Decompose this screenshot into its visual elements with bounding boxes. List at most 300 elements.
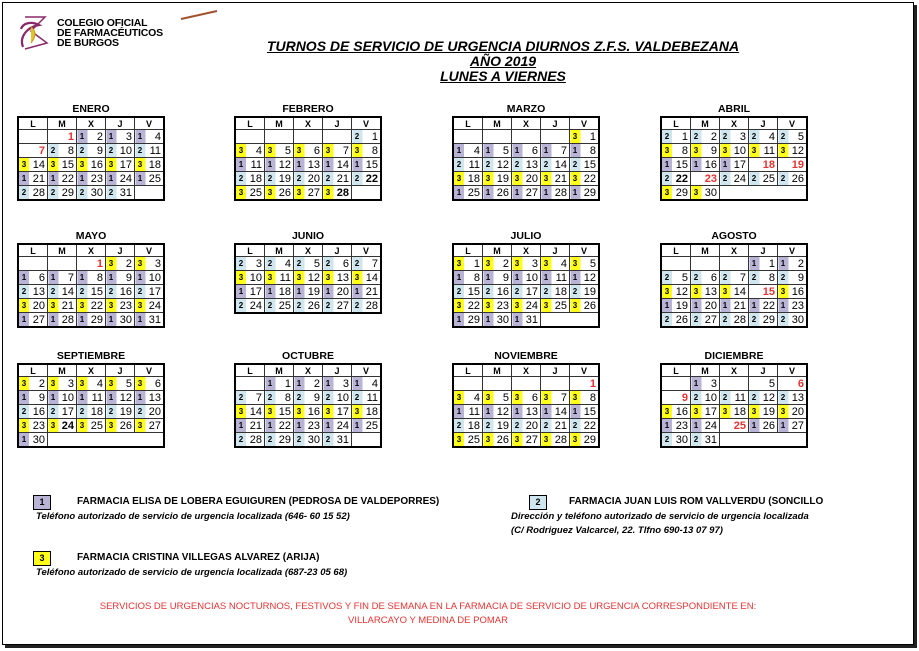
- day-number: 11: [555, 271, 567, 284]
- pharmacy-number: 1: [238, 287, 244, 296]
- day-number: 28: [249, 433, 262, 446]
- pharmacy-number: 2: [354, 393, 360, 402]
- holiday-day-number: 7: [38, 144, 45, 157]
- pharmacy-number: 2: [780, 273, 786, 282]
- day-cell: [691, 158, 720, 172]
- pharmacy-number: 3: [238, 146, 244, 155]
- pharmacy-number: 2: [238, 174, 244, 183]
- day-number: 25: [278, 299, 291, 312]
- day-cell: [691, 405, 720, 419]
- day-cell: [720, 271, 749, 285]
- week-row: [235, 299, 381, 314]
- day-cell: [661, 271, 691, 285]
- weekday-header: L: [661, 244, 691, 257]
- day-cell: [570, 172, 600, 186]
- day-number: 13: [32, 285, 45, 298]
- day-number: 30: [307, 433, 320, 446]
- day-cell: [483, 391, 512, 405]
- day-number: 22: [467, 299, 480, 312]
- day-cell: [483, 186, 512, 201]
- pharmacy-number: 1: [267, 160, 273, 169]
- day-number: 20: [148, 405, 161, 418]
- day-cell: [778, 405, 808, 419]
- week-row: [235, 186, 381, 201]
- pharmacy-number: 2: [456, 160, 462, 169]
- day-cell: [77, 285, 106, 299]
- day-number: 16: [32, 405, 45, 418]
- day-number: 13: [525, 405, 538, 418]
- pharmacy-number: 1: [137, 273, 143, 282]
- day-cell: [294, 299, 323, 314]
- week-row: [18, 257, 164, 271]
- pharmacy-number: 1: [456, 315, 462, 324]
- day-cell: [483, 419, 512, 433]
- pharmacy-number: 3: [722, 407, 728, 416]
- day-cell: [48, 271, 77, 285]
- day-number: 25: [90, 419, 103, 432]
- day-cell: [323, 419, 352, 433]
- day-number: 26: [278, 186, 291, 199]
- pharmacy-number: 3: [751, 146, 757, 155]
- pharmacy-number: 3: [572, 301, 578, 310]
- day-cell: [691, 377, 720, 391]
- day-number: 1: [473, 257, 480, 270]
- day-cell: [323, 271, 352, 285]
- week-row: [235, 419, 381, 433]
- pharmacy-number: 2: [664, 435, 670, 444]
- pharmacy-number: 3: [354, 146, 360, 155]
- day-number: 11: [149, 144, 161, 157]
- pharmacy-number: 3: [238, 273, 244, 282]
- day-cell: [453, 299, 483, 313]
- day-number: 4: [473, 144, 480, 157]
- day-cell: [106, 186, 135, 201]
- week-row: [453, 377, 599, 391]
- pharmacy-number: 2: [79, 188, 85, 197]
- day-number: 18: [148, 158, 161, 171]
- day-number: 2: [313, 377, 320, 390]
- day-number: 15: [90, 285, 103, 298]
- day-cell: [778, 391, 808, 405]
- day-number: 17: [733, 158, 746, 171]
- day-number: 19: [496, 419, 509, 432]
- blank-cell: [720, 433, 749, 448]
- pharmacy-number: 1: [572, 273, 578, 282]
- day-cell: [323, 433, 352, 448]
- pharmacy-number: 2: [693, 393, 699, 402]
- day-cell: [48, 377, 77, 391]
- day-cell: [352, 405, 382, 419]
- day-number: 4: [473, 391, 480, 404]
- pharmacy-number: 3: [325, 273, 331, 282]
- day-cell: [18, 419, 48, 433]
- day-number: 8: [96, 271, 103, 284]
- day-number: 3: [255, 257, 262, 270]
- week-row: [235, 285, 381, 299]
- day-number: 8: [371, 144, 378, 157]
- pharmacy-number: 1: [21, 315, 27, 324]
- day-cell: [18, 313, 48, 328]
- pharmacy-number: 1: [751, 301, 757, 310]
- day-number: 9: [502, 271, 509, 284]
- week-row: [661, 405, 807, 419]
- day-number: 27: [32, 313, 45, 326]
- day-number: 29: [278, 433, 291, 446]
- day-cell: [453, 186, 483, 201]
- legend-3-name: FARMACIA CRISTINA VILLEGAS ALVAREZ (ARIJA): [77, 552, 320, 563]
- day-number: 12: [762, 391, 775, 404]
- day-cell: [453, 391, 483, 405]
- day-cell: [265, 419, 294, 433]
- day-cell: [483, 158, 512, 172]
- legend-3-info: Teléfono autorizado de servicio de urgencia localizada (687-23 05 68): [36, 567, 348, 578]
- day-cell: [48, 144, 77, 158]
- day-cell: [749, 313, 778, 328]
- weekday-header: L: [235, 117, 265, 130]
- weekday-header: J: [323, 117, 352, 130]
- weekday-header: V: [778, 244, 808, 257]
- pharmacy-number: 2: [693, 435, 699, 444]
- day-cell: [48, 158, 77, 172]
- weekday-header: L: [453, 244, 483, 257]
- day-cell: [570, 130, 600, 144]
- pharmacy-number: 2: [780, 315, 786, 324]
- day-cell: [541, 186, 570, 201]
- pharmacy-number: 3: [267, 407, 273, 416]
- day-cell: [48, 313, 77, 328]
- day-number: 14: [249, 405, 262, 418]
- month-table: [660, 363, 808, 448]
- day-number: 21: [61, 299, 74, 312]
- day-number: 13: [704, 285, 717, 298]
- day-cell: [323, 377, 352, 391]
- day-cell: [77, 271, 106, 285]
- day-cell: [294, 391, 323, 405]
- pharmacy-number: 2: [238, 301, 244, 310]
- day-number: 4: [560, 257, 567, 270]
- day-number: 22: [90, 299, 103, 312]
- day-cell: [135, 144, 165, 158]
- day-cell: [778, 257, 808, 271]
- day-number: 18: [554, 285, 567, 298]
- day-number: 22: [583, 419, 596, 432]
- legend-1-info: Teléfono autorizado de servicio de urgencia localizada (646- 60 15 52): [36, 511, 350, 522]
- month-diciembre: [660, 350, 808, 448]
- pharmacy-number: 3: [50, 160, 56, 169]
- empty-day-cell: [48, 257, 77, 271]
- pharmacy-number: 3: [354, 407, 360, 416]
- day-number: 22: [278, 419, 291, 432]
- week-row: [235, 144, 381, 158]
- blank-cell: [570, 313, 600, 328]
- empty-day-cell: [512, 130, 541, 144]
- weekday-header: X: [77, 364, 106, 377]
- pharmacy-number: 3: [108, 379, 114, 388]
- day-cell: [106, 271, 135, 285]
- day-cell: [453, 419, 483, 433]
- day-cell: [541, 285, 570, 299]
- week-row: [661, 130, 807, 144]
- day-cell: [691, 391, 720, 405]
- day-cell: [352, 391, 382, 405]
- pharmacy-number: 2: [543, 160, 549, 169]
- weekday-header: X: [512, 117, 541, 130]
- empty-day-cell: [453, 377, 483, 391]
- day-number: 11: [734, 391, 746, 404]
- blank-cell: [720, 186, 749, 201]
- day-number: 20: [525, 172, 538, 185]
- pharmacy-number: 3: [108, 301, 114, 310]
- day-cell: [661, 391, 691, 405]
- pharmacy-number: 3: [664, 188, 670, 197]
- week-row: [661, 172, 807, 186]
- day-number: 28: [554, 433, 567, 446]
- day-number: 10: [704, 391, 717, 404]
- pharmacy-number: 3: [79, 160, 85, 169]
- day-cell: [512, 186, 541, 201]
- day-cell: [512, 299, 541, 313]
- pharmacy-number: 2: [50, 146, 56, 155]
- day-cell: [48, 285, 77, 299]
- pharmacy-number: 3: [543, 301, 549, 310]
- day-cell: [512, 391, 541, 405]
- month-table: [234, 243, 382, 314]
- day-cell: [323, 285, 352, 299]
- day-cell: [323, 257, 352, 271]
- month-agosto: [660, 230, 808, 328]
- day-cell: [48, 299, 77, 313]
- day-number: 17: [148, 285, 161, 298]
- day-cell: [453, 313, 483, 328]
- day-cell: [265, 172, 294, 186]
- day-number: 3: [739, 130, 746, 143]
- day-cell: [453, 172, 483, 186]
- day-cell: [294, 285, 323, 299]
- empty-day-cell: [235, 130, 265, 144]
- blank-cell: [749, 186, 778, 201]
- pharmacy-number: 3: [137, 160, 143, 169]
- day-cell: [691, 419, 720, 433]
- day-number: 11: [250, 158, 262, 171]
- day-number: 17: [336, 405, 349, 418]
- day-cell: [106, 257, 135, 271]
- pharmacy-number: 1: [137, 315, 143, 324]
- pharmacy-number: 2: [514, 160, 520, 169]
- blank-cell: [352, 433, 382, 448]
- weekday-header: M: [691, 364, 720, 377]
- day-number: 24: [336, 419, 349, 432]
- legend-2-swatch: [529, 495, 547, 510]
- empty-day-cell: [483, 130, 512, 144]
- week-row: [18, 419, 164, 433]
- day-cell: [235, 257, 265, 271]
- day-number: 2: [502, 257, 509, 270]
- day-cell: [453, 158, 483, 172]
- day-number: 27: [336, 299, 349, 312]
- pharmacy-number: 2: [693, 315, 699, 324]
- day-number: 6: [531, 144, 538, 157]
- pharmacy-number: 2: [751, 174, 757, 183]
- day-number: 25: [365, 419, 378, 432]
- day-cell: [541, 405, 570, 419]
- day-number: 11: [91, 391, 103, 404]
- pharmacy-number: 1: [21, 174, 27, 183]
- day-cell: [541, 144, 570, 158]
- day-cell: [661, 285, 691, 299]
- day-cell: [778, 285, 808, 299]
- day-number: 18: [249, 172, 262, 185]
- day-cell: [749, 377, 778, 391]
- day-number: 7: [342, 144, 349, 157]
- pharmacy-number: 2: [456, 421, 462, 430]
- day-cell: [352, 158, 382, 172]
- month-name: SEPTIEMBRE: [56, 350, 126, 362]
- week-row: [453, 158, 599, 172]
- day-number: 16: [90, 158, 103, 171]
- week-row: [661, 313, 807, 328]
- day-number: 10: [119, 144, 132, 157]
- pharmacy-number: 2: [722, 273, 728, 282]
- day-cell: [352, 377, 382, 391]
- week-row: [661, 285, 807, 299]
- pharmacy-number: 1: [514, 146, 520, 155]
- day-cell: [512, 257, 541, 271]
- weekday-header: M: [691, 244, 720, 257]
- day-cell: [294, 377, 323, 391]
- pharmacy-number: 2: [780, 174, 786, 183]
- month-name: FEBRERO: [282, 103, 334, 115]
- day-cell: [48, 391, 77, 405]
- day-cell: [18, 186, 48, 201]
- blank-cell: [135, 433, 165, 448]
- day-cell: [720, 391, 749, 405]
- pharmacy-number: 2: [780, 393, 786, 402]
- weekday-header: V: [778, 117, 808, 130]
- day-cell: [135, 419, 165, 433]
- day-cell: [106, 158, 135, 172]
- pharmacy-number: 2: [267, 393, 273, 402]
- day-cell: [106, 377, 135, 391]
- week-row: [18, 391, 164, 405]
- pharmacy-number: 2: [664, 273, 670, 282]
- day-number: 9: [96, 144, 103, 157]
- day-cell: [294, 144, 323, 158]
- pharmacy-number: 3: [456, 259, 462, 268]
- day-cell: [135, 299, 165, 313]
- pharmacy-number: 1: [456, 273, 462, 282]
- day-cell: [691, 285, 720, 299]
- month-marzo: [452, 103, 600, 201]
- page-year: AÑO 2019: [469, 53, 537, 69]
- day-cell: [541, 299, 570, 313]
- day-number: 18: [467, 419, 480, 432]
- day-number: 16: [675, 405, 688, 418]
- weekday-header: V: [352, 117, 382, 130]
- day-number: 7: [560, 391, 567, 404]
- day-cell: [294, 158, 323, 172]
- day-number: 4: [255, 144, 262, 157]
- day-number: 14: [336, 158, 349, 171]
- day-number: 21: [32, 172, 45, 185]
- month-table: [17, 363, 165, 448]
- day-number: 9: [38, 391, 45, 404]
- day-cell: [749, 144, 778, 158]
- pharmacy-number: 1: [485, 407, 491, 416]
- day-cell: [77, 186, 106, 201]
- page-title: TURNOS DE SERVICIO DE URGENCIA DIURNOS Z.F.S. VALDEBEZANA: [266, 38, 740, 54]
- day-cell: [483, 172, 512, 186]
- day-number: 21: [733, 299, 746, 312]
- day-number: 23: [32, 419, 45, 432]
- day-number: 9: [125, 271, 132, 284]
- month-table: [452, 363, 600, 448]
- day-number: 20: [336, 285, 349, 298]
- week-row: [18, 313, 164, 328]
- month-name: OCTUBRE: [282, 350, 334, 362]
- day-cell: [77, 257, 106, 271]
- day-number: 26: [791, 172, 804, 185]
- day-number: 20: [32, 299, 45, 312]
- day-number: 24: [148, 299, 161, 312]
- day-number: 17: [525, 285, 538, 298]
- blank-cell: [48, 433, 77, 448]
- pharmacy-number: 2: [137, 407, 143, 416]
- day-number: 4: [768, 130, 775, 143]
- legend-2-name: FARMACIA JUAN LUIS ROM VALLVERDU (SONCILLO: [569, 496, 824, 507]
- day-number: 26: [119, 419, 132, 432]
- day-cell: [570, 405, 600, 419]
- pharmacy-number: 1: [354, 421, 360, 430]
- blank-cell: [749, 433, 778, 448]
- day-number: 9: [797, 271, 804, 284]
- pharmacy-number: 3: [514, 435, 520, 444]
- pharmacy-number: 3: [267, 273, 273, 282]
- pharmacy-number: 1: [572, 188, 578, 197]
- pharmacy-number: 2: [325, 435, 331, 444]
- day-cell: [691, 433, 720, 448]
- pharmacy-number: 2: [485, 287, 491, 296]
- empty-day-cell: [541, 130, 570, 144]
- pharmacy-number: 3: [572, 259, 578, 268]
- pharmacy-number: 3: [456, 435, 462, 444]
- pharmacy-number: 1: [664, 301, 670, 310]
- holiday-day-number: 19: [791, 158, 804, 171]
- day-number: 19: [675, 299, 688, 312]
- day-number: 2: [125, 257, 132, 270]
- day-cell: [323, 186, 352, 201]
- day-number: 2: [797, 257, 804, 270]
- week-row: [661, 158, 807, 172]
- day-cell: [352, 419, 382, 433]
- day-cell: [235, 433, 265, 448]
- day-cell: [570, 257, 600, 271]
- day-number: 29: [583, 186, 596, 199]
- pharmacy-number: 2: [514, 287, 520, 296]
- pharmacy-number: 1: [722, 160, 728, 169]
- day-number: 25: [249, 186, 262, 199]
- pharmacy-number: 3: [296, 407, 302, 416]
- month-name: JUNIO: [291, 230, 325, 242]
- pharmacy-number: 1: [693, 421, 699, 430]
- day-number: 15: [61, 158, 74, 171]
- blank-cell: [352, 186, 382, 201]
- pharmacy-number: 2: [238, 435, 244, 444]
- day-cell: [570, 285, 600, 299]
- day-cell: [265, 391, 294, 405]
- week-row: [235, 257, 381, 271]
- day-cell: [570, 299, 600, 313]
- day-cell: [352, 144, 382, 158]
